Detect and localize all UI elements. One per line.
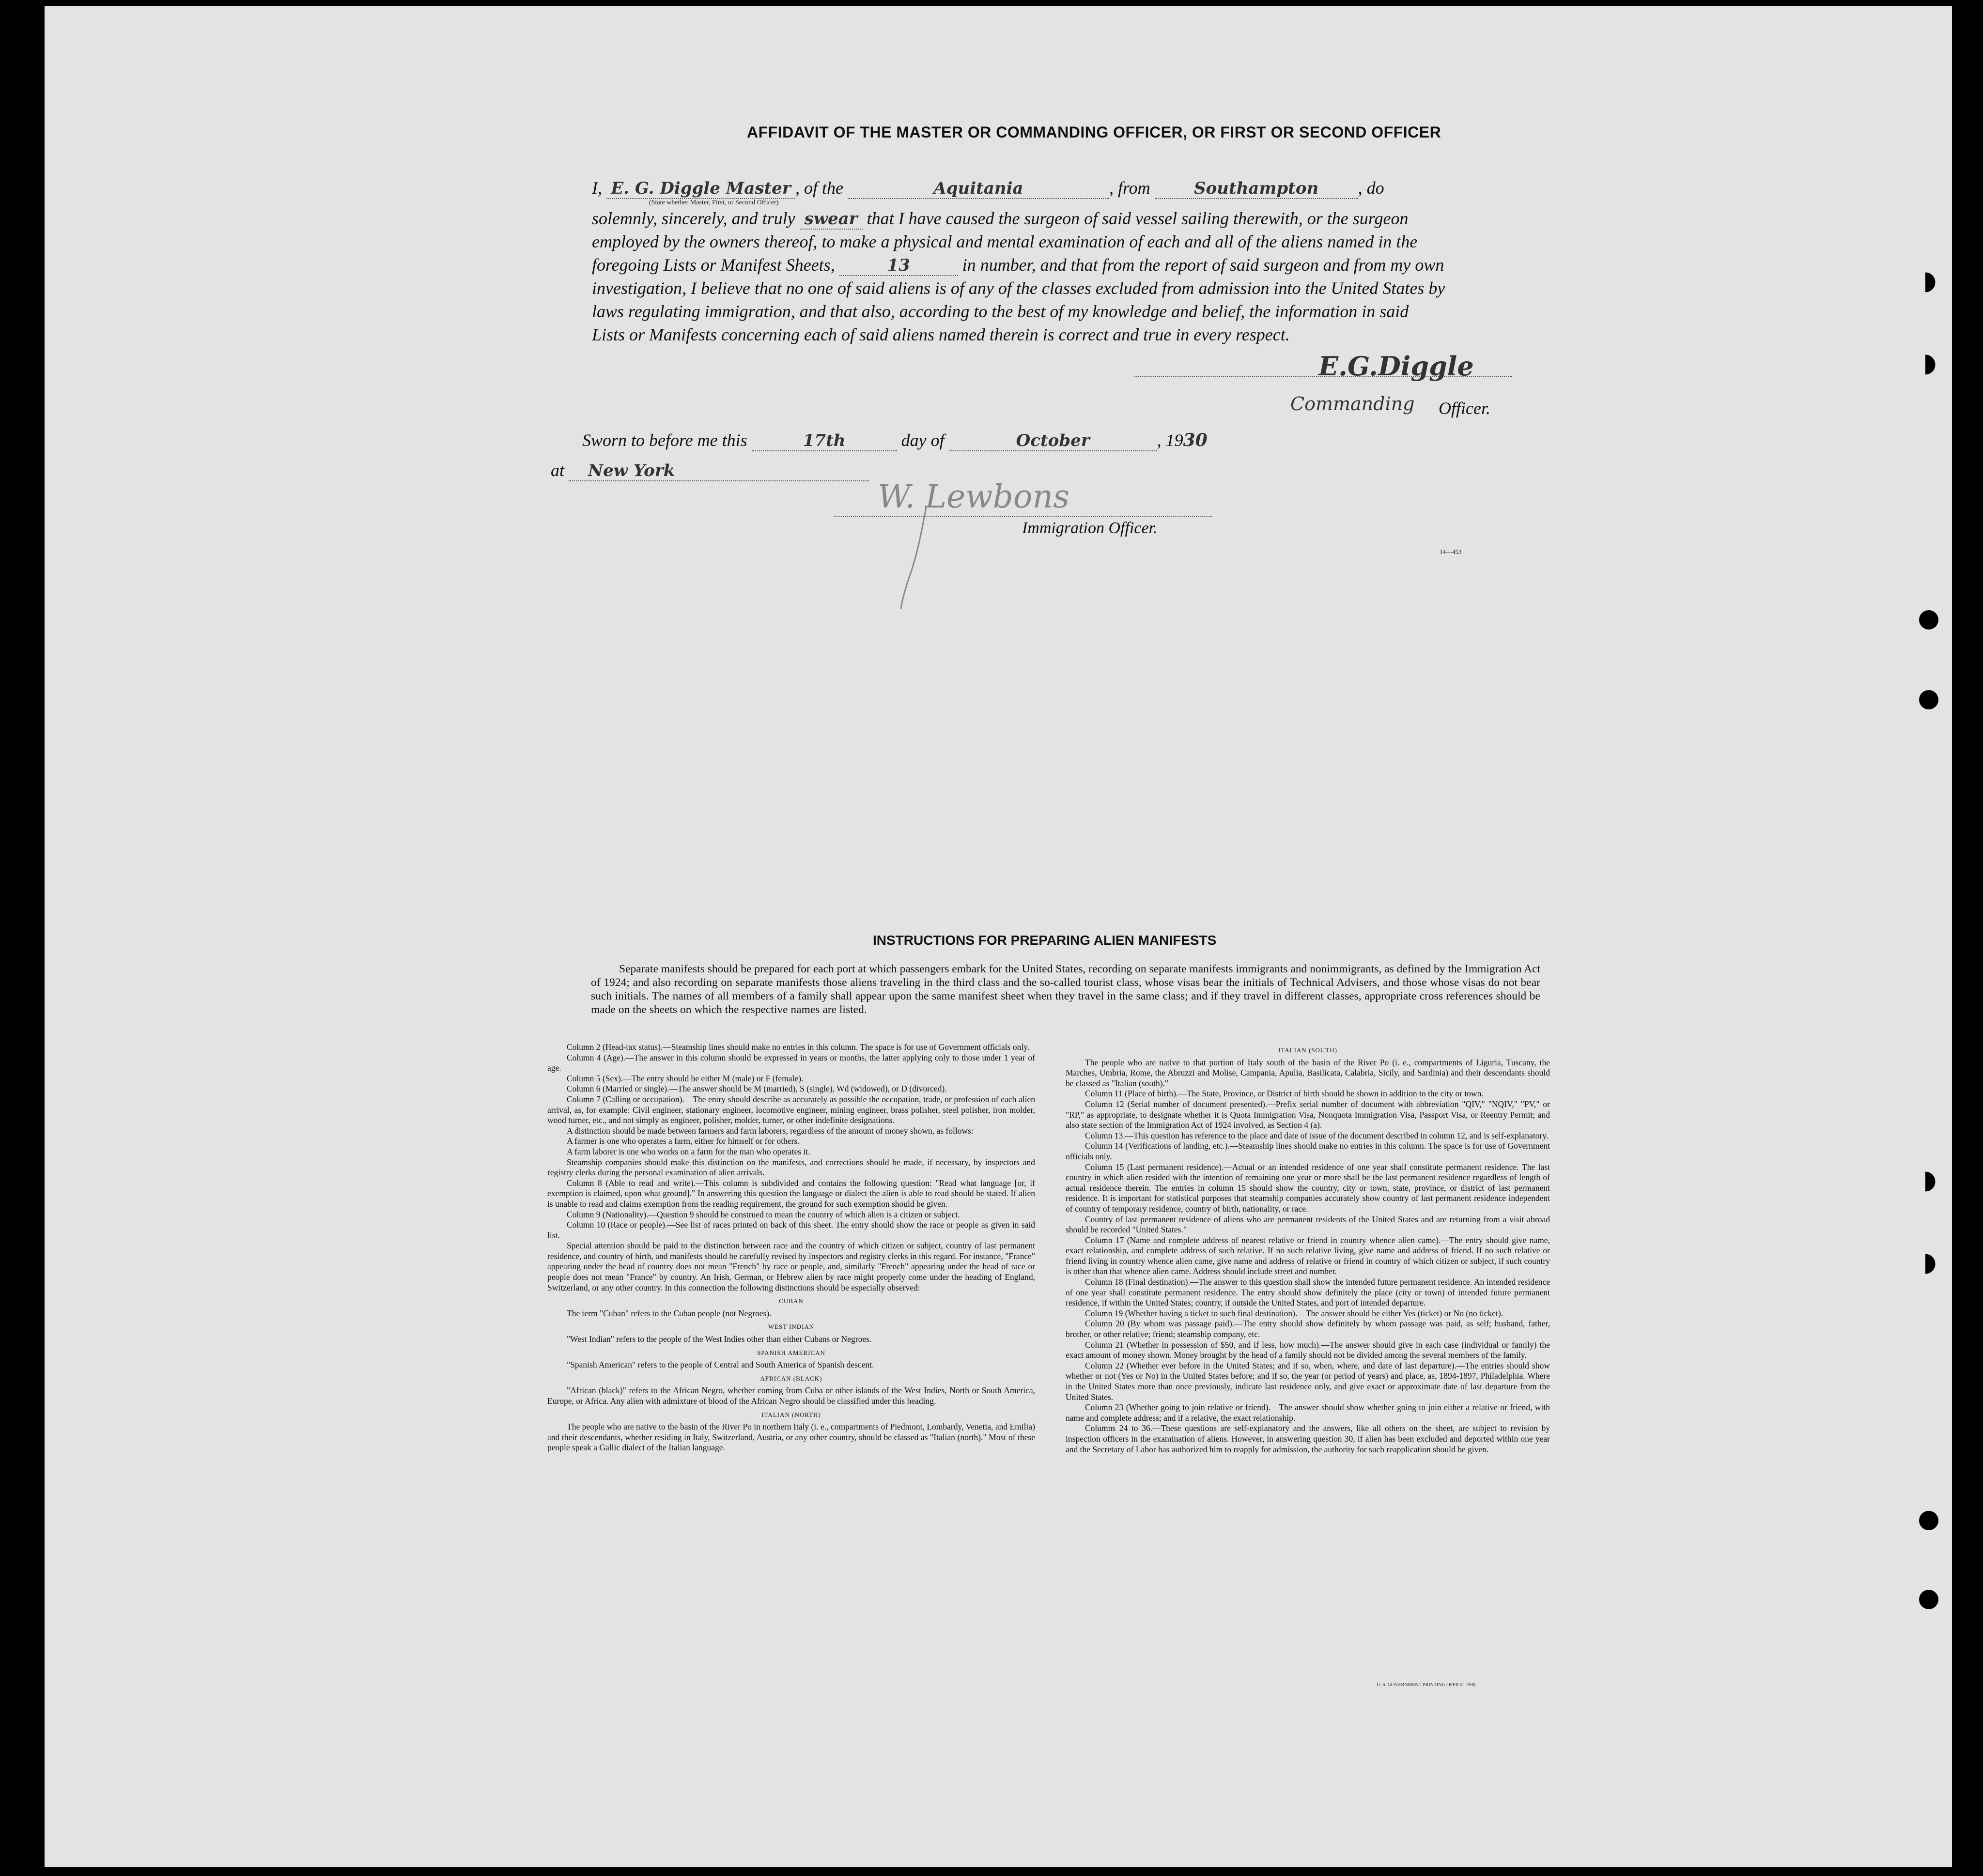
binder-hole bbox=[1923, 1169, 1942, 1194]
section-heading: ITALIAN (NORTH) bbox=[761, 1411, 821, 1418]
section-text: "Spanish American" refers to the people of Central and South America of Spanish descent. bbox=[567, 1360, 874, 1370]
rank-note: (State whether Master, First, or Second Officer) bbox=[649, 199, 779, 206]
instruction-paragraph: Special attention should be paid to the distinction between race and the country of which citizen or subject, country of last permanent residence, and country of birth, and manifests should be carefully revised by inspectors and registry clerks in this regard. For instance, "France" appearing under the head of country does not mean "French" by race or people, and, similarly "French" appearing under the head of race or people does not mean "France" by country. An Irish, German, or Hebrew alien by race might properly come under the heading of England, Switzerland, or any other country. In this connection the following distinctions should be especially observed: bbox=[547, 1241, 1035, 1292]
instructions-intro: Separate manifests should be prepared for each port at which passengers embark for the United States, recording on separate manifests immigrants and nonimmigrants, as defined by the Immigration Act of 1924; and also recording on separate manifests those aliens traveling in the third class and the so-called tourist class, whose visas bear the initials of Technical Advisers, and those whose visas do not bear such initials. The names of all members of a family shall appear upon the same manifest sheet when they travel in the same class; and if they travel in different classes, appropriate cross references should be made on the sheets on which the respective names are listed. bbox=[591, 963, 1540, 1016]
affidavit-line-7: Lists or Manifests concerning each of said aliens named therein is correct and true in every respect. bbox=[592, 325, 1290, 344]
sworn-month-field: October bbox=[949, 431, 1157, 451]
instruction-paragraph: The people who are native to that portion of Italy south of the basin of the River Po (i. e., compartments of Liguria, Tuscany, the Marches, Umbria, Rome, the Abruzzi and Molise, Campania, Apulia, Basilicata, Calabria, Sicily, and Sardinia) and their descendants should be classed as "Italian (south)." bbox=[1066, 1057, 1550, 1088]
sworn-year-suffix: 30 bbox=[1183, 430, 1208, 450]
instruction-paragraph: Column 14 (Verifications of landing, etc.).—Steamship lines should make no entries in this column. The space is for use of Government officials only. bbox=[1066, 1141, 1550, 1161]
binder-hole bbox=[1919, 608, 1938, 632]
sworn-day-field: 17th bbox=[752, 431, 897, 451]
instruction-paragraph: Column 10 (Race or people).—See list of races printed on back of this sheet. The entry should show the race or people as given in said list. bbox=[547, 1220, 1035, 1240]
affidavit-title: AFFIDAVIT OF THE MASTER OR COMMANDING OFFICER, OR FIRST OR SECOND OFFICER bbox=[747, 123, 1441, 141]
section-heading: WEST INDIAN bbox=[768, 1323, 815, 1331]
instruction-paragraph: Column 9 (Nationality).—Question 9 should be construed to mean the country of which alien is a citizen or subject. bbox=[567, 1209, 960, 1219]
vessel-name-field: Aquitania bbox=[848, 179, 1109, 199]
sheets-count-field: 13 bbox=[839, 256, 958, 276]
affidavit-line-4: foregoing Lists or Manifest Sheets, 13 in number, and that from the report of said surgeon and from my own bbox=[592, 255, 1444, 275]
immigration-signature-line bbox=[834, 516, 1212, 517]
immigration-officer-label: Immigration Officer. bbox=[1022, 519, 1158, 537]
instruction-paragraph: A distinction should be made between farmers and farm laborers, regardless of the amount of money shown, as follows: bbox=[567, 1125, 974, 1136]
section-heading: CUBAN bbox=[779, 1297, 804, 1305]
at-line: at New York bbox=[551, 460, 1519, 481]
instruction-paragraph: A farmer is one who operates a farm, either for himself or for others. bbox=[567, 1136, 800, 1146]
instructions-left-column bbox=[547, 1042, 1035, 1453]
binder-hole bbox=[1923, 1252, 1942, 1276]
immigration-signature: W. Lewbons bbox=[878, 478, 1069, 515]
instruction-paragraph: Column 7 (Calling or occupation).—The entry should describe as accurately as possible the occupation, trade, or profession of each alien arrival, as, for example: Civil engineer, stationary engineer, locomotive engineer, mining engineer, brass polisher, steel polisher, iron molder, wood turner, etc., and not simply as engineer, polisher, molder, turner, or other indefinite designations. bbox=[547, 1094, 1035, 1125]
officer-name-field: E. G. Diggle Master bbox=[606, 179, 795, 199]
section-text: "West Indian" refers to the people of the West Indies other than either Cubans or Negroes. bbox=[567, 1334, 872, 1344]
section-text: The term "Cuban" refers to the Cuban people (not Negroes). bbox=[567, 1308, 772, 1318]
instruction-paragraph: Column 12 (Serial number of document presented).—Prefix serial number of document with abbreviation "QIV," "NQIV," "PV," or "RP," as appropriate, to designate whether it is Quota Immigration Visa, Nonquota Immigration Visa, Passport Visa, or Reentry Permit; and also state section of the Immigration Act of 1924 involved, as Section 4 (a). bbox=[1066, 1099, 1550, 1130]
instructions-right-column bbox=[1066, 1042, 1550, 1455]
binder-hole bbox=[1919, 688, 1938, 712]
instruction-paragraph: Column 6 (Married or single).—The answer should be M (married), S (single), Wd (widowed), or D (divorced). bbox=[567, 1084, 947, 1094]
instruction-paragraph: Steamship companies should make this distinction on the manifests, and corrections should be made, if necessary, by inspectors and registry clerks during the personal examination of alien arrivals. bbox=[547, 1157, 1035, 1178]
section-heading: AFRICAN (BLACK) bbox=[760, 1374, 822, 1382]
section-heading: SPANISH AMERICAN bbox=[757, 1349, 825, 1356]
instruction-paragraph: Column 23 (Whether going to join relative or friend).—The answer should show whether going to join either a relative or friend, with name and complete address; and if a relative, the exact relationship. bbox=[1066, 1402, 1550, 1423]
affidavit-line-3: employed by the owners thereof, to make a physical and mental examination of each and all of the aliens named in the bbox=[592, 232, 1418, 251]
master-signature: E.G.Diggle bbox=[1318, 351, 1474, 382]
section-text: "African (black)" refers to the African Negro, whether coming from Cuba or other islands of the West Indies, North or South America, Europe, or Africa. Any alien with admixture of blood of the African Negro should be classified under this heading. bbox=[547, 1385, 1035, 1406]
port-field: Southampton bbox=[1155, 179, 1358, 199]
oath-field: swear bbox=[800, 209, 863, 230]
binder-hole bbox=[1919, 1587, 1938, 1612]
affidavit-line-1: I, E. G. Diggle Master , of the Aquitania , from Southampton , do bbox=[592, 178, 1384, 198]
binder-hole bbox=[1919, 1508, 1938, 1533]
printer-note: U. S. GOVERNMENT PRINTING OFFICE: 1930 bbox=[1377, 1682, 1475, 1688]
binder-hole bbox=[1923, 353, 1942, 377]
instruction-paragraph: Column 8 (Able to read and write).—This column is subdivided and contains the following question: "Read what language [or, if exemption is claimed, upon what ground]." In answering this question the language or dialect the alien is able to read should be stated. If alien is unable to read and claims exemption from the reading requirement, the ground for such exemption should be given. bbox=[547, 1178, 1035, 1209]
instruction-paragraph: Column 11 (Place of birth).—The State, Province, or District of birth should be shown in addition to the city or town. bbox=[1085, 1089, 1484, 1099]
instruction-paragraph: Column 2 (Head-tax status).—Steamship lines should make no entries in this column. The space is for use of Government officials only. bbox=[567, 1042, 1030, 1052]
officer-label: Officer. bbox=[1439, 399, 1490, 418]
commanding-handwritten: Commanding bbox=[1290, 393, 1415, 415]
binder-hole bbox=[1923, 270, 1942, 294]
sworn-line: Sworn to before me this 17th day of October , 1930 bbox=[582, 430, 1208, 450]
affidavit-line-6: laws regulating immigration, and that also, according to the best of my knowledge and belief, the information in said bbox=[592, 302, 1409, 321]
sworn-place-field: New York bbox=[569, 461, 869, 481]
instruction-paragraph: Country of last permanent residence of aliens who are permanent residents of the United States and are returning from a visit abroad should be recorded "United States." bbox=[1066, 1214, 1550, 1235]
instructions-title: INSTRUCTIONS FOR PREPARING ALIEN MANIFESTS bbox=[873, 933, 1217, 948]
section-text: The people who are native to the basin of the River Po in northern Italy (i. e., compartments of Piedmont, Lombardy, Venetia, and Emilia) and their descendants, whether residing in Italy, Switzerland, Austria, or any other country, should be classed as "Italian (north)." Most of these people speak a Gallic dialect of the Italian language. bbox=[547, 1422, 1035, 1453]
affidavit-line-5: investigation, I believe that no one of said aliens is of any of the classes excluded from admission into the United States by bbox=[592, 278, 1445, 298]
instruction-paragraph: Column 4 (Age).—The answer in this column should be expressed in years or months, the latter applying only to those under 1 year of age. bbox=[547, 1052, 1035, 1073]
instruction-paragraph: Column 13.—This question has reference to the place and date of issue of the document described in column 12, and is self-explanatory. bbox=[1085, 1130, 1549, 1140]
instruction-paragraph: Column 18 (Final destination).—The answer to this question shall show the intended future permanent residence. An intended residence of one year shall constitute permanent residence. The entry should show definitely the place (city or town) of intended future permanent residence, if within the United States; country, if outside the United States, and port of intended departure. bbox=[1066, 1277, 1550, 1308]
form-number: 14—453 bbox=[1440, 548, 1462, 555]
instruction-paragraph: A farm laborer is one who works on a farm for the man who operates it. bbox=[567, 1146, 810, 1156]
manifest-sheet bbox=[45, 6, 1952, 1867]
section-heading-italian-south: ITALIAN (SOUTH) bbox=[1278, 1046, 1337, 1054]
instruction-paragraph: Column 21 (Whether in possession of $50, and if less, how much).—The answer should give in each case (individual or family) the exact amount of money shown. Money brought by the head of a family should not be divided among the several members of the family. bbox=[1066, 1339, 1550, 1360]
instruction-paragraph: Column 17 (Name and complete address of nearest relative or friend in country whence alien came).—The entry should give name, exact relationship, and complete address of such relative. If no such relative living, give name and address of friend. If no such relative or friend living in country whence alien came, give name and address of relative or friend in country of which citizen or subject, if such country is other than that whence alien came. Address should include street and number. bbox=[1066, 1235, 1550, 1276]
instruction-paragraph: Column 20 (By whom was passage paid).—The entry should show definitely by whom passage was paid, as self; husband, father, brother, or other relative; friend; steamship company, etc. bbox=[1066, 1319, 1550, 1339]
instruction-paragraph: Column 19 (Whether having a ticket to such final destination).—The answer should be either Yes (ticket) or No (no ticket). bbox=[1085, 1308, 1503, 1318]
instruction-paragraph: Column 5 (Sex).—The entry should be either M (male) or F (female). bbox=[567, 1073, 804, 1083]
signature-flourish bbox=[897, 505, 941, 611]
instruction-paragraph: Columns 24 to 36.—These questions are self-explanatory and the answers, like all others on the sheet, are subject to revision by inspection officers in the examination of aliens. However, in answering question 30, if alien has been excluded and deported within one year and the Secretary of Labor has authorized him to reapply for admission, the authority for such reapplication should be given. bbox=[1066, 1423, 1550, 1454]
affidavit-line-2: solemnly, sincerely, and truly swear that I have caused the surgeon of said vessel sailing therewith, or the surgeon bbox=[592, 209, 1409, 229]
instruction-paragraph: Column 15 (Last permanent residence).—Actual or an intended residence of one year shall constitute permanent residence. The last country in which alien resided with the intention of remaining one year or more shall be the last permanent residence regardless of length of actual residence therein. The entries in column 15 should show the country, city or town, state, province, or district of last permanent residence. It is important for statistical purposes that steamship companies accurately show country of last permanent residence independent of country of temporary residence, country of birth, nationality, or race. bbox=[1066, 1162, 1550, 1214]
instruction-paragraph: Column 22 (Whether ever before in the United States; and if so, when, where, and date of last departure).—The entries should show whether or not (Yes or No) in the United States before; and if so, the year (or period of years) and place, as, 1894-1897, Philadelphia. Where in the United States more than once previously, indicate last residence only, and give exact or approximate date of last departure from the United States. bbox=[1066, 1360, 1550, 1402]
